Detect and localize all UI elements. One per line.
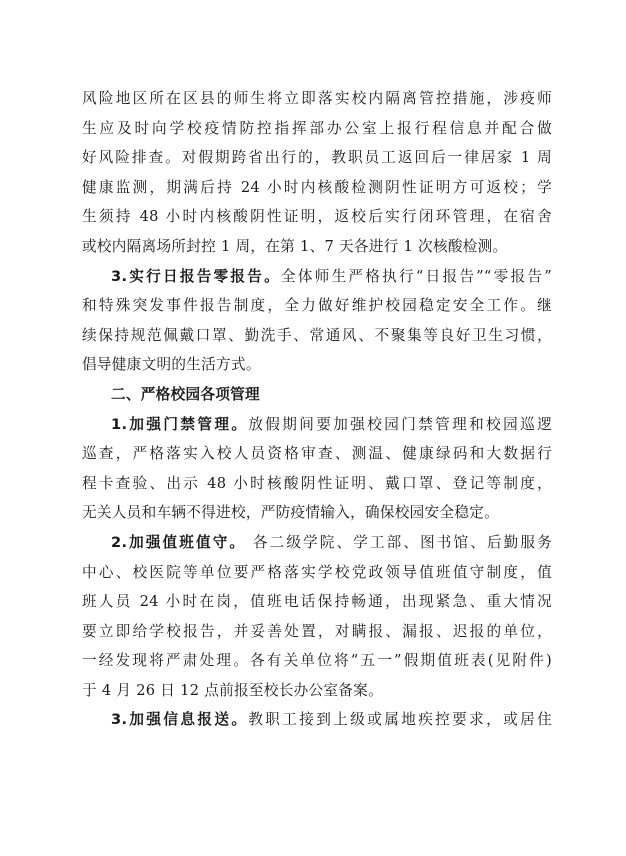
document-page: [82, 84, 552, 735]
paragraph-info-report: [82, 705, 552, 735]
paragraph-title: 2.加强值班值守。: [111, 533, 247, 551]
paragraph-gate-control: [82, 410, 552, 528]
text-line: 续保持规范佩戴口罩、勤洗手、常通风、不聚集等良好卫生习惯，: [82, 326, 552, 344]
text-line: 要立即给学校报告，并妥善处置，对瞒报、漏报、迟报的单位，: [82, 622, 552, 640]
text-line: [82, 262, 552, 292]
text-line: 和特殊突发事件报告制度，全力做好维护校园稳定安全工作。继: [82, 297, 552, 315]
text-line: [82, 528, 552, 558]
text-line: 于 4 月 26 日 12 点前报至校长办公室备案。: [82, 681, 383, 699]
text-line: [82, 410, 552, 440]
text-line: 无关人员和车辆不得进校，严防疫情输入，确保校园安全稳定。: [82, 504, 500, 522]
text-line: 风险地区所在区县的师生将立即落实校内隔离管控措施，涉疫师: [82, 90, 552, 107]
text-line: 巡查，严格落实入校人员资格审查、测温、健康绿码和大数据行: [82, 445, 552, 463]
text-line: 班人员 24 小时在岗，值班电话保持畅通，出现紧急、重大情况: [82, 593, 552, 611]
text-line: 生须持 48 小时内核酸阴性证明，返校后实行闭环管理，在宿舍: [82, 208, 552, 226]
text-run: 放假期间要加强校园门禁管理和校园巡逻: [248, 415, 552, 433]
text-line: 倡导健康文明的生活方式。: [82, 356, 261, 374]
section-heading: 二、严格校园各项管理: [111, 385, 260, 403]
text-line: 生应及时向学校疫情防控指挥部办公室上报行程信息并配合做: [82, 119, 552, 137]
text-line: 一经发现将严肃处理。各有关单位将“五一”假期值班表(见附件): [82, 652, 552, 670]
paragraph-daily-report: [82, 262, 552, 380]
paragraph-title: 1.加强门禁管理。: [111, 415, 249, 433]
text-line: 程卡查验、出示 48 小时核酸阴性证明、戴口罩、登记等制度，: [82, 474, 552, 492]
paragraph-risk-area: [82, 84, 552, 262]
text-line: 健康监测，期满后持 24 小时内核酸检测阴性证明方可返校；学: [82, 178, 552, 196]
text-run: 教职工接到上级或属地疾控要求，或居住: [248, 711, 552, 729]
text-line: [82, 705, 552, 735]
text-run: 各二级学院、学工部、图书馆、后勤服务: [246, 533, 553, 551]
text-line: 中心、校医院等单位要严格落实学校党政领导值班值守制度，值: [82, 563, 552, 581]
text-line: 或校内隔离场所封控 1 周，在第 1、7 天各进行 1 次核酸检测。: [82, 237, 508, 255]
text-line: 好风险排查。对假期跨省出行的，教职员工返回后一律居家 1 周: [82, 149, 552, 167]
text-run: 全体师生严格执行“日报告”“零报告”: [281, 267, 552, 285]
paragraph-title: 3.加强信息报送。: [111, 711, 249, 729]
paragraph-duty: [82, 528, 552, 706]
paragraph-title: 3.实行日报告零报告。: [111, 267, 281, 285]
